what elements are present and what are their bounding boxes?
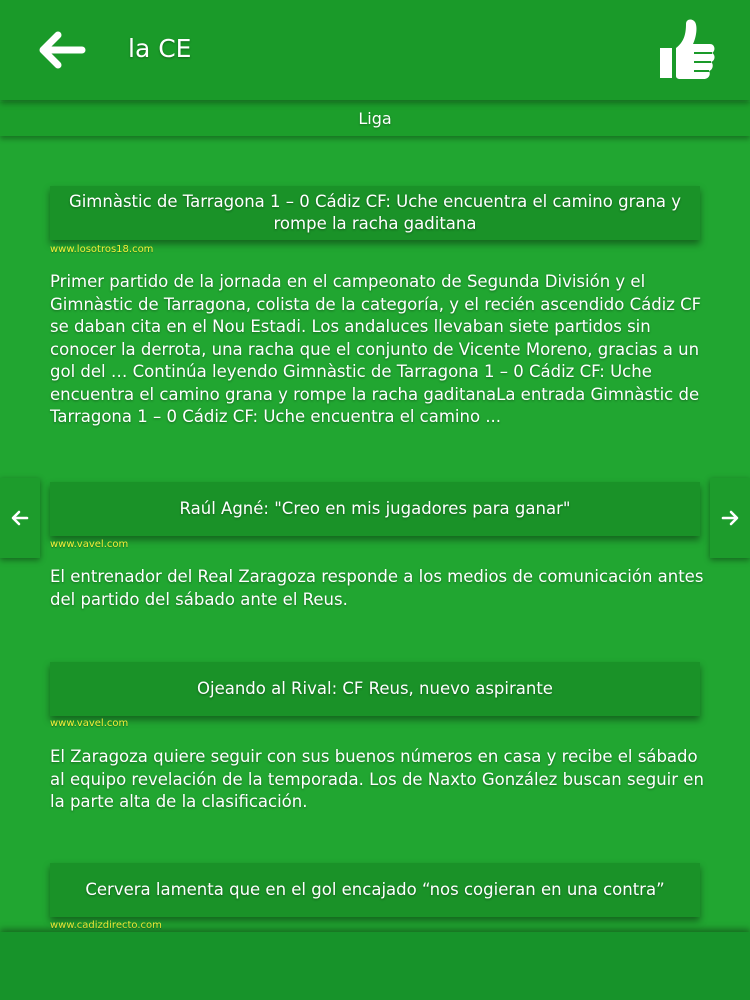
top-bar	[0, 0, 750, 100]
previous-page-button[interactable]	[0, 478, 40, 558]
arrow-left-icon	[36, 28, 88, 72]
next-page-button[interactable]	[710, 478, 750, 558]
article-source[interactable]: www.vavel.com	[50, 539, 129, 550]
article-title[interactable]: Ojeando al Rival: CF Reus, nuevo aspirante	[50, 662, 700, 716]
like-button[interactable]	[652, 16, 718, 84]
article-list	[0, 136, 750, 932]
category-bar: Liga	[0, 102, 750, 136]
article-title[interactable]: Gimnàstic de Tarragona 1 – 0 Cádiz CF: Uche encuentra el camino grana y rompe la racha gaditana	[50, 186, 700, 240]
article-title[interactable]: Cervera lamenta que en el gol encajado “nos cogieran en una contra”	[50, 863, 700, 917]
page-title: la CE	[128, 34, 192, 63]
article-source[interactable]: www.vavel.com	[50, 718, 129, 729]
back-button[interactable]	[36, 28, 88, 72]
arrow-left-small-icon	[11, 510, 29, 526]
bottom-bar	[0, 932, 750, 1000]
article-title[interactable]: Raúl Agné: "Creo en mis jugadores para ganar"	[50, 482, 700, 536]
article-description: Primer partido de la jornada en el campeonato de Segunda División y el Gimnàstic de Tarragona, colista de la categoría, y el recién ascendido Cádiz CF se daban cita en el Nou Estadi. Los andaluces llevaban siete partidos sin conocer la derrota, una racha que el conjunto de Vicente Moreno, gracias a un gol del … Continúa leyendo Gimnàstic de Tarragona 1 – 0 Cádiz CF: Uche encuentra el camino grana y rompe la racha gaditanaLa entrada Gimnàstic de Tarragona 1 – 0 Cádiz CF: Uche encuentra el camino ...	[50, 272, 702, 426]
article-source[interactable]: www.losotros18.com	[50, 244, 154, 255]
article-source[interactable]: www.cadizdirecto.com	[50, 920, 162, 931]
thumbs-up-icon	[652, 16, 718, 84]
article-description: El entrenador del Real Zaragoza responde a los medios de comunicación antes del partido del sábado ante el Reus.	[50, 567, 704, 609]
arrow-right-small-icon	[721, 510, 739, 526]
article-description: El Zaragoza quiere seguir con sus buenos números en casa y recibe el sábado al equipo revelación de la temporada. Los de Naxto González buscan seguir en la parte alta de la clasificación.	[50, 747, 704, 811]
